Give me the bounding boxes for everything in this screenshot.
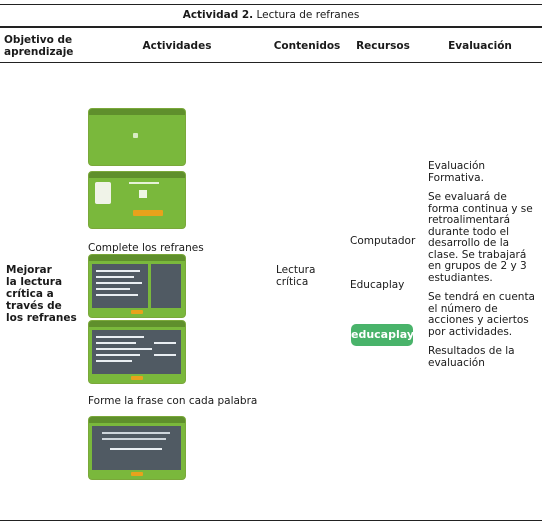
objetivo-text: [6, 264, 77, 324]
header-objetivo-line1: Objetivo de: [4, 34, 73, 46]
activity-label-complete: Complete los refranes: [88, 242, 204, 254]
recurso-computador: Computador: [350, 235, 416, 247]
sentence-panel: [92, 426, 181, 470]
sentence-panel: [92, 330, 181, 374]
objetivo-line: través de: [6, 300, 62, 312]
screenshot-topbar: [89, 417, 185, 423]
check-button: [131, 376, 143, 380]
top-border: [0, 4, 542, 5]
recurso-educaplay: Educaplay: [350, 279, 405, 291]
activity-label-forme: Forme la frase con cada palabra: [88, 395, 258, 407]
evaluacion-paragraph: Resultados de la evaluación: [428, 345, 515, 369]
objetivo-line: la lectura: [6, 276, 63, 288]
loading-icon: [133, 133, 138, 138]
mascot-image: [95, 182, 111, 204]
screenshot-topbar: [89, 321, 185, 327]
intro-counter: [139, 190, 147, 198]
title-divider: [0, 26, 542, 28]
header-divider: [0, 62, 542, 63]
objetivo-line: crítica a: [6, 288, 54, 300]
table-title: [0, 9, 542, 21]
title-bold: Actividad 2.: [182, 9, 254, 21]
start-button: [133, 210, 163, 216]
header-recursos: Recursos: [356, 40, 410, 52]
header-evaluacion: Evaluación: [448, 40, 512, 52]
title-rest: Lectura de refranes: [253, 9, 360, 21]
screenshot-start-screen: [88, 108, 186, 166]
header-objetivo: [4, 34, 73, 58]
evaluacion-text: [428, 161, 536, 377]
contenidos-line: crítica: [276, 276, 309, 288]
screenshot-topbar: [89, 109, 185, 115]
sentence-panel: [92, 264, 148, 308]
objetivo-line: Mejorar: [6, 264, 52, 276]
screenshot-complete-refranes-2: [88, 320, 186, 384]
contenidos-text: [276, 264, 315, 288]
word-bank-panel: [151, 264, 181, 308]
contenidos-line: Lectura: [276, 264, 316, 276]
header-actividades: Actividades: [142, 40, 212, 52]
screenshot-topbar: [89, 172, 185, 178]
intro-text-lines: [129, 182, 159, 184]
check-button: [131, 310, 143, 314]
header-contenidos: Contenidos: [273, 40, 341, 52]
bottom-border: [0, 520, 542, 521]
screenshot-topbar: [89, 255, 185, 261]
evaluacion-paragraph: Se evaluará de forma continua y se retroalimentará durante todo el desarrollo de la clase. Se trabajará en grupos de 2 y 3 estudiantes.: [428, 191, 533, 284]
check-button: [131, 472, 143, 476]
header-objetivo-line2: aprendizaje: [4, 46, 74, 58]
screenshot-complete-refranes-1: [88, 254, 186, 318]
educaplay-logo: educaplay: [351, 324, 413, 346]
evaluacion-paragraph: Evaluación Formativa.: [428, 160, 486, 184]
evaluacion-paragraph: Se tendrá en cuenta el número de acciones y aciertos por actividades.: [428, 291, 535, 338]
objetivo-line: los refranes: [6, 312, 77, 324]
screenshot-intro-screen: [88, 171, 186, 229]
screenshot-forme-frase: [88, 416, 186, 480]
